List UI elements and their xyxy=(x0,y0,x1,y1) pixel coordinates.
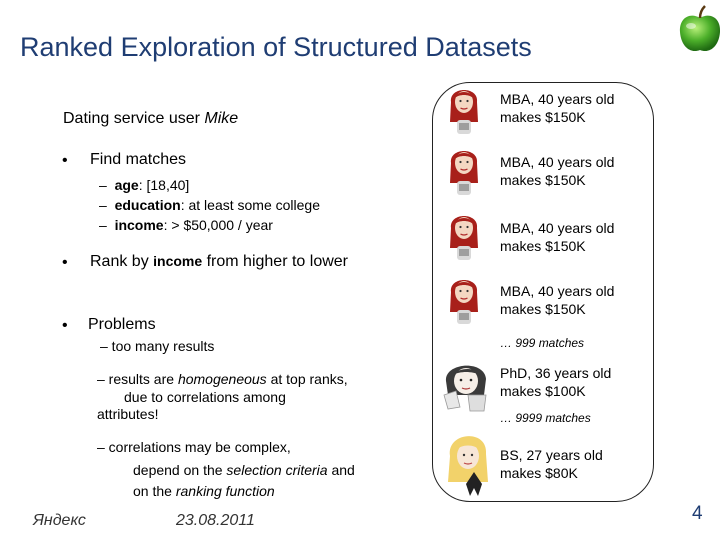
woman-blonde-avatar xyxy=(444,426,492,500)
problem-text: depend on the xyxy=(133,462,227,478)
page-number: 4 xyxy=(692,503,703,524)
criterion-value: : [18,40] xyxy=(138,177,190,193)
problem-too-many: – too many results xyxy=(100,338,215,354)
result-income: makes $150K xyxy=(500,238,586,254)
rank-prefix: Rank by xyxy=(90,253,154,270)
criterion-label: education xyxy=(114,197,181,213)
result-degree-age: MBA, 40 years old xyxy=(500,91,615,107)
woman-dark-hair-avatar xyxy=(438,355,494,413)
problem-complex: – correlations may be complex, xyxy=(97,439,291,455)
problem-homogeneous xyxy=(97,371,348,387)
rank-keyword: income xyxy=(153,253,203,269)
subtitle-user: Mike xyxy=(204,110,239,127)
result-degree-age: PhD, 36 years old xyxy=(500,365,612,381)
rank-suffix: from higher to lower xyxy=(202,253,348,270)
result-income: makes $150K xyxy=(500,301,586,317)
problem-text: on the xyxy=(133,483,176,499)
criterion-label: age xyxy=(114,177,139,193)
more-matches-1[interactable]: … 999 matches xyxy=(500,336,585,350)
slide-title: Ranked Exploration of Structured Datasets xyxy=(20,32,532,62)
result-degree-age: MBA, 40 years old xyxy=(500,154,615,170)
result-degree-age: MBA, 40 years old xyxy=(500,220,615,236)
result-item[interactable] xyxy=(500,153,614,189)
result-income: makes $150K xyxy=(500,172,586,188)
subtitle xyxy=(63,110,238,128)
problem-text: – results are xyxy=(97,371,178,387)
criterion-education: – education: at least some college xyxy=(99,197,320,213)
subtitle-prefix: Dating service user xyxy=(63,110,205,127)
problem-homogeneous-line3: attributes! xyxy=(97,406,159,422)
result-income: makes $80K xyxy=(500,465,578,481)
apple-icon xyxy=(676,4,724,56)
result-item[interactable] xyxy=(500,90,614,126)
problem-homogeneous-line2: due to correlations among xyxy=(124,389,286,405)
criterion-age: – age: [18,40] xyxy=(99,177,190,193)
criterion-value: : > $50,000 / year xyxy=(163,217,273,233)
bullet-dot: • xyxy=(62,254,68,271)
footer-date: 23.08.2011 xyxy=(176,512,255,529)
problem-emphasis: selection criteria xyxy=(226,462,328,478)
result-item[interactable] xyxy=(500,364,611,400)
more-matches-2[interactable]: … 9999 matches xyxy=(500,411,591,425)
result-degree-age: BS, 27 years old xyxy=(500,447,603,463)
bullet-dot: • xyxy=(62,152,68,169)
woman-redhead-avatar xyxy=(447,270,481,328)
woman-redhead-avatar xyxy=(447,80,481,138)
criterion-value: : at least some college xyxy=(180,197,320,213)
problem-complex-line2 xyxy=(133,462,355,478)
result-item[interactable] xyxy=(500,282,614,318)
problem-text: at top ranks, xyxy=(266,371,348,387)
find-matches: Find matches xyxy=(90,151,187,168)
result-income: makes $150K xyxy=(500,109,586,125)
problem-text: and xyxy=(327,462,355,478)
rank-by xyxy=(90,253,348,271)
woman-redhead-avatar xyxy=(447,206,481,264)
problems-heading: Problems xyxy=(88,316,156,333)
criterion-income: – income: > $50,000 / year xyxy=(99,217,273,233)
problem-emphasis: ranking function xyxy=(175,483,275,499)
result-item[interactable] xyxy=(500,446,603,482)
problem-emphasis: homogeneous xyxy=(177,371,267,387)
bullet-dot: • xyxy=(62,317,68,334)
footer-brand: Яндекс xyxy=(33,512,86,529)
result-item[interactable] xyxy=(500,219,614,255)
result-degree-age: MBA, 40 years old xyxy=(500,283,615,299)
woman-redhead-avatar xyxy=(447,141,481,199)
criterion-label: income xyxy=(114,217,164,233)
problem-complex-line3 xyxy=(133,483,275,499)
result-income: makes $100K xyxy=(500,383,586,399)
